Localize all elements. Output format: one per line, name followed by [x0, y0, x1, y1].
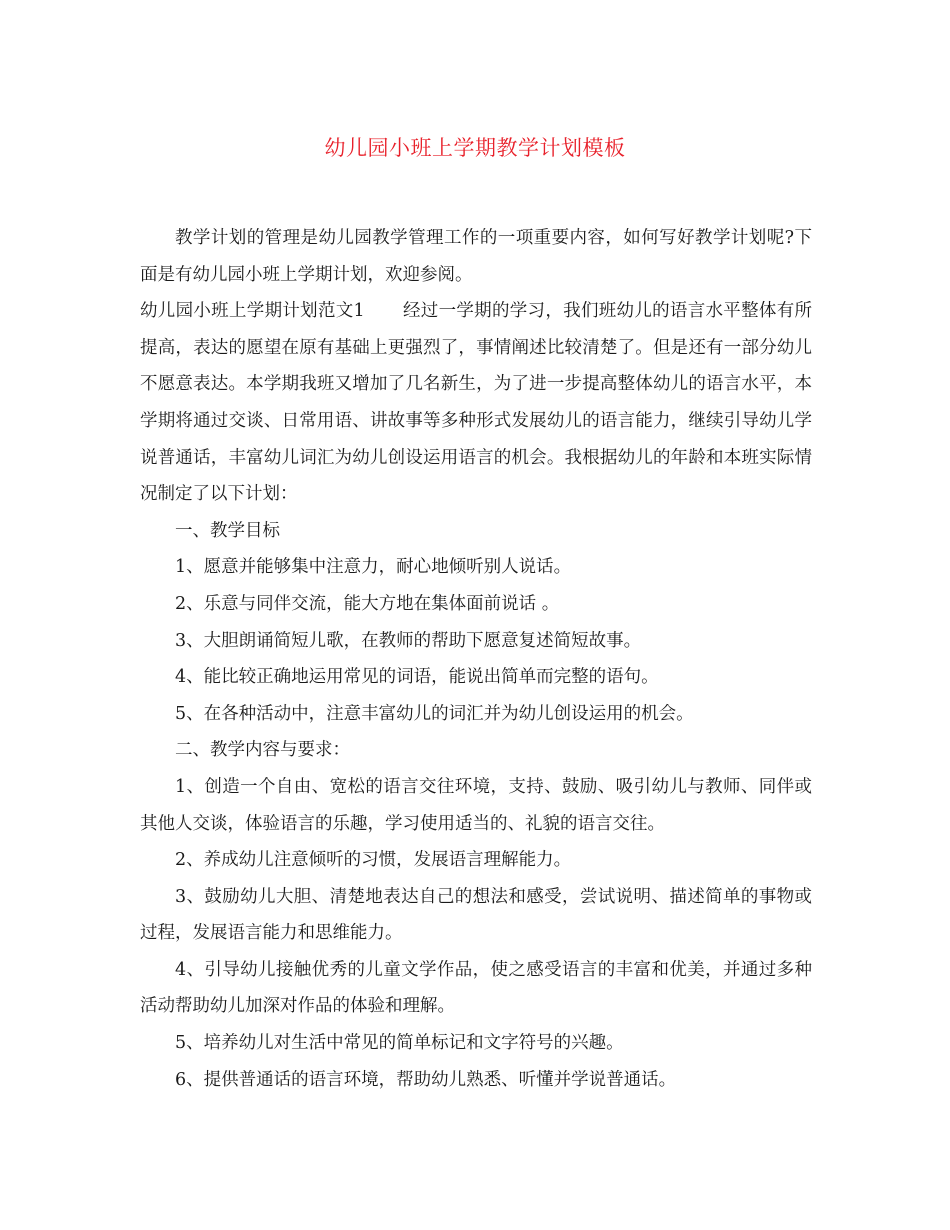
intro-paragraph: 教学计划的管理是幼儿园教学管理工作的一项重要内容，如何写好教学计划呢?下面是有幼儿园小班上学期计划，欢迎参阅。 — [140, 228, 812, 285]
goal-item: 2、乐意与同伴交流，能大方地在集体面前说话 。 — [175, 593, 560, 614]
requirement-item: 1、创造一个自由、宽松的语言交往环境，支持、鼓励、吸引幼儿与教师、同伴或其他人交谈，体验语言的乐趣，学习使用适当的、礼貌的语言交往。 — [140, 776, 812, 834]
requirement-item: 2、养成幼儿注意倾听的习惯，发展语言理解能力。 — [175, 850, 572, 871]
document-body — [140, 220, 812, 1098]
requirement-item: 6、提供普通话的语言环境，帮助幼儿熟悉、听懂并学说普通话。 — [175, 1069, 677, 1090]
section-heading-goals: 一、教学目标 — [175, 520, 280, 541]
section-heading-requirements: 二、教学内容与要求： — [175, 740, 350, 761]
goal-item: 3、大胆朗诵简短儿歌，在教师的帮助下愿意复述简短故事。 — [175, 630, 642, 651]
goal-item: 5、在各种活动中，注意丰富幼儿的词汇并为幼儿创设运用的机会。 — [175, 703, 694, 724]
sample-body: 经过一学期的学习，我们班幼儿的语言水平整体有所提高，表达的愿望在原有基础上更强烈了，事情阐述比较清楚了。但是还有一部分幼儿不愿意表达。本学期我班又增加了几名新生，为了进一步提高整体幼儿的语言水平，本学期将通过交谈、日常用语、讲故事等多种形式发展幼儿的语言能力，继续引导幼儿学说普通话，丰富幼儿词汇为幼儿创设运用语言的机会。我根据幼儿的年龄和本班实际情况制定了以下计划： — [140, 301, 812, 505]
goal-item: 1、愿意并能够集中注意力，耐心地倾听别人说话。 — [175, 557, 572, 578]
sample-paragraph — [140, 293, 812, 513]
requirement-item: 5、培养幼儿对生活中常见的简单标记和文字符号的兴趣。 — [175, 1033, 624, 1054]
sample-heading: 幼儿园小班上学期计划范文1 — [140, 301, 365, 322]
document-title: 幼儿园小班上学期教学计划模板 — [324, 136, 626, 160]
requirement-item: 3、鼓励幼儿大胆、清楚地表达自己的想法和感受，尝试说明、描述简单的事物或过程，发展语言能力和思维能力。 — [140, 886, 812, 944]
requirement-item: 4、引导幼儿接触优秀的儿童文学作品，使之感受语言的丰富和优美，并通过多种活动帮助幼儿加深对作品的体验和理解。 — [140, 959, 812, 1017]
goal-item: 4、能比较正确地运用常见的词语，能说出简单而完整的语句。 — [175, 667, 659, 688]
